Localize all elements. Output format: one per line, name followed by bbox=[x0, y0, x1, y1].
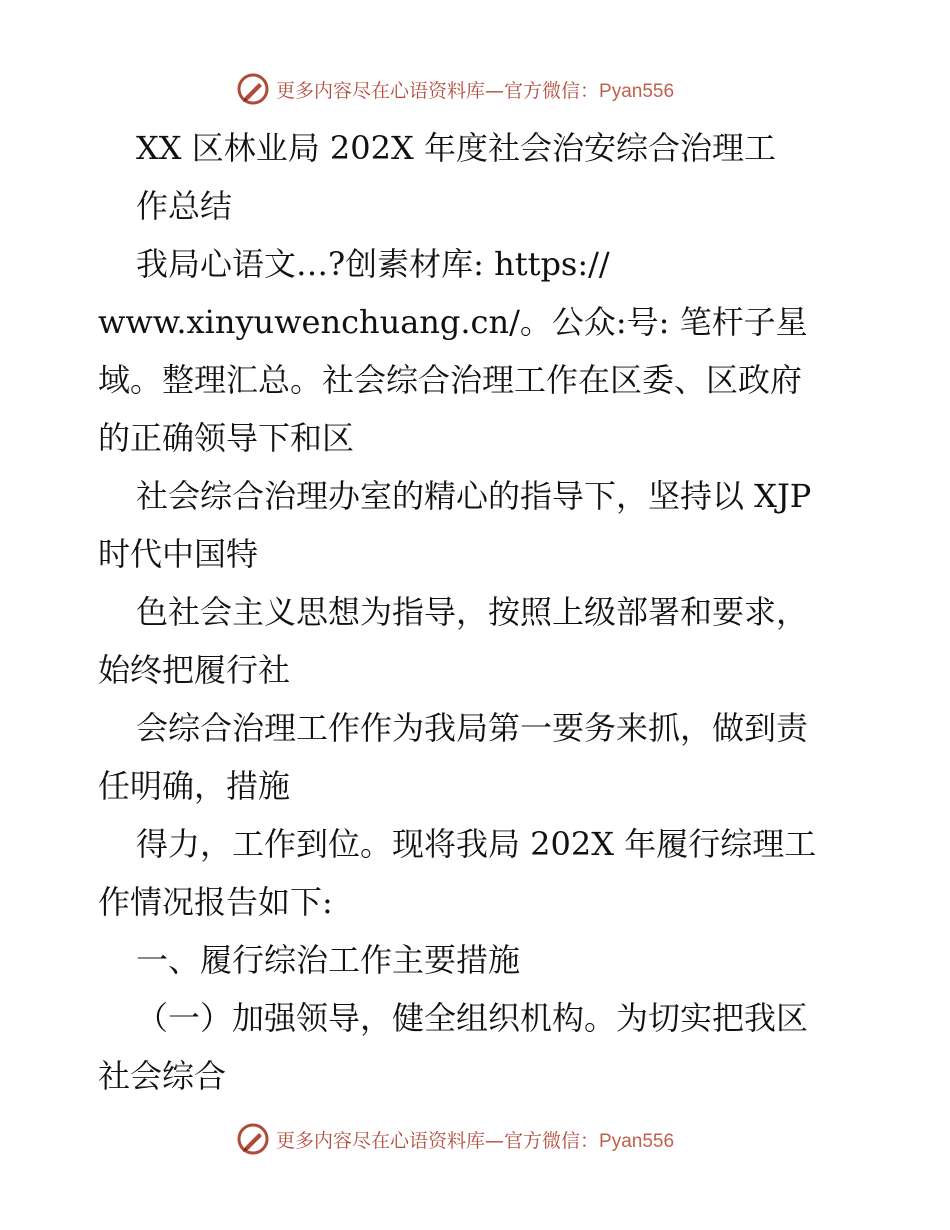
watermark-dash: — bbox=[485, 1129, 505, 1152]
watermark-dash: — bbox=[485, 79, 505, 102]
paragraph-line: 我局心语文…?创素材库: https:// bbox=[136, 245, 610, 283]
paragraph-line: 作情况报告如下: bbox=[98, 883, 333, 921]
watermark-text bbox=[276, 1126, 674, 1153]
watermark-suffix: 官方微信： bbox=[504, 79, 600, 102]
watermark-id: Pyan556 bbox=[599, 80, 675, 102]
paragraph-line: （一）加强领导，健全组织机构。为切实把我区 bbox=[136, 999, 809, 1037]
title-line-1: XX 区林业局 202X 年度社会治安综合治理工 bbox=[136, 129, 776, 167]
paragraph-line: 会综合治理工作作为我局第一要务来抓，做到责 bbox=[136, 709, 809, 747]
watermark-suffix: 官方微信： bbox=[504, 1129, 600, 1152]
paragraph-line: 时代中国特 bbox=[98, 535, 259, 573]
watermark-main: 更多内容尽在心语资料库 bbox=[276, 1129, 486, 1152]
paragraph-line: 任明确，措施 bbox=[98, 767, 291, 805]
watermark-text bbox=[276, 76, 674, 103]
watermark-id: Pyan556 bbox=[599, 1130, 675, 1152]
paragraph-line: 的正确领导下和区 bbox=[98, 419, 355, 457]
pen-logo-icon bbox=[236, 72, 270, 106]
title-line-2: 作总结 bbox=[136, 187, 233, 225]
paragraph-line: 社会综合治理办室的精心的指导下，坚持以 XJP bbox=[136, 477, 812, 515]
pen-logo-icon bbox=[236, 1122, 270, 1156]
paragraph-line: 始终把履行社 bbox=[98, 651, 291, 689]
paragraph-line: www.xinyuwenchuang.cn/。公众:号: 笔杆子星 bbox=[98, 303, 808, 341]
paragraph-line: 域。整理汇总。社会综合治理工作在区委、区政府 bbox=[98, 361, 803, 399]
header-watermark bbox=[236, 72, 674, 106]
section-heading: 一、履行综治工作主要措施 bbox=[136, 941, 521, 979]
paragraph-line: 得力，工作到位。现将我局 202X 年履行综理工 bbox=[136, 825, 817, 863]
watermark-main: 更多内容尽在心语资料库 bbox=[276, 79, 486, 102]
paragraph-line: 社会综合 bbox=[98, 1057, 227, 1095]
footer-watermark bbox=[236, 1122, 674, 1156]
paragraph-line: 色社会主义思想为指导，按照上级部署和要求， bbox=[136, 593, 809, 631]
